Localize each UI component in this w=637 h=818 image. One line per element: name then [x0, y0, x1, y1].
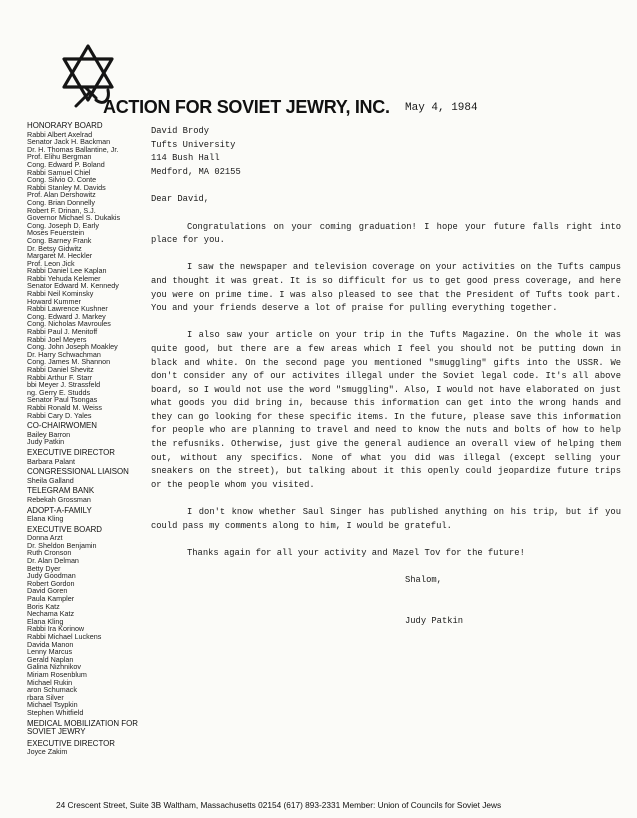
sidebar-group-heading: EXECUTIVE DIRECTOR — [27, 447, 115, 457]
sidebar-group — [27, 740, 152, 756]
sidebar-member: Donna Arzt — [27, 533, 63, 543]
sidebar-member: Judy Goodman — [27, 571, 76, 581]
sidebar-member: Elana Kling — [27, 616, 64, 626]
sidebar-group — [27, 507, 152, 523]
sidebar-member: Ruth Cronson — [27, 548, 72, 558]
sidebar-member: Prof. Leon Jick — [27, 258, 75, 268]
sidebar-member: Stephen Whitfield — [27, 707, 84, 717]
sidebar-member: Davida Manon — [27, 639, 74, 649]
board-member-sidebar — [27, 122, 152, 759]
sidebar-member: Howard Kummer — [27, 296, 81, 306]
sidebar-member: Dr. Harry Schwachman — [27, 349, 101, 359]
sidebar-member: Cong. Brian Donnelly — [27, 197, 95, 207]
letter-paragraph: I saw the newspaper and television coverage on your activities on the Tufts campus and thought it was great. It is so difficult for us to get good press coverage, and here you were on prime time. I was also pleased to see that the President of Tufts took part. You and your friends deserve a lot of praise for pulling everything together. — [151, 262, 621, 314]
sidebar-group — [27, 468, 152, 484]
sidebar-member: Rabbi Joel Meyers — [27, 334, 87, 344]
sidebar-group — [27, 422, 152, 446]
address-line: Medford, MA 02155 — [151, 166, 241, 177]
sidebar-member: Miriam Rosenblum — [27, 669, 87, 679]
sidebar-member: rbara Silver — [27, 692, 64, 702]
sidebar-member: Rabbi Albert Axelrad — [27, 129, 93, 139]
sidebar-member: bbi Meyer J. Strassfeld — [27, 380, 101, 390]
sidebar-member: David Goren — [27, 586, 68, 596]
sidebar-member: Senator Edward M. Kennedy — [27, 281, 119, 291]
sidebar-member: Cong. John Joseph Moakley — [27, 342, 118, 352]
sidebar-member: Elana Kling — [27, 514, 64, 524]
sidebar-group — [27, 487, 152, 503]
sidebar-member: Rabbi Cary D. Yales — [27, 410, 92, 420]
sidebar-group-heading: EXECUTIVE DIRECTOR — [27, 738, 115, 748]
sidebar-member: Joyce Zakim — [27, 747, 68, 757]
sidebar-group-heading: MEDICAL MOBILIZATION FOR SOVIET JEWRY — [27, 718, 138, 737]
sidebar-member: Rabbi Arthur F. Starr — [27, 372, 93, 382]
sidebar-member: Rebekah Grossman — [27, 494, 91, 504]
signature-name: Judy Patkin — [405, 615, 464, 626]
address-line: David Brody — [151, 126, 210, 136]
sidebar-group-heading: CO-CHAIRWOMEN — [27, 421, 97, 431]
footer-address: 24 Crescent Street, Suite 3B Waltham, Massachusetts 02154 (617) 893-2331 Member: Union of Councils for Soviet Jews — [56, 800, 502, 810]
sidebar-member: Sheila Galland — [27, 475, 74, 485]
sidebar-member: Senator Jack H. Backman — [27, 137, 111, 147]
letter-paragraph: I also saw your article on your trip in the Tufts Magazine. On the whole it was quite good, but there are a few areas which I feel you should not be putting down in black and white. On the second page you mentioned "smuggling" gifts into the USSR. We don't consider any of our activites illegal under the Soviet legal code. It's all above board, so I would not use the word "smuggling". Also, I would not have elaborated on just what goods you did bring in, because this information can get into the wrong hands and they can go looking for these specific items. In the future, please save this information for people who are planning to travel and need to know the nuts and bolts of how to help the refusniks. Otherwise, just give the general audience an overall view of helping them out, without any specifics. None of what you did was illegal (except selling your sneakers on the street), but talking about it this openly could jeopardize future trips or the people whom you visited. — [151, 330, 621, 490]
sidebar-member: Judy Patkin — [27, 437, 65, 447]
sidebar-member: Rabbi Michael Luckens — [27, 632, 102, 641]
sidebar-member: Bailey Barron — [27, 429, 71, 439]
address-line: Tufts University — [151, 139, 236, 150]
letter-paragraph: Thanks again for all your activity and Mazel Tov for the future! — [187, 547, 525, 558]
sidebar-member: Dr. Betsy Gidwitz — [27, 243, 82, 253]
sidebar-group-heading: ADOPT-A-FAMILY — [27, 505, 92, 515]
sidebar-group — [27, 720, 152, 737]
sidebar-member: Cong. Edward P. Boland — [27, 159, 105, 169]
sidebar-group-heading: HONORARY BOARD — [27, 121, 103, 130]
sidebar-member: Rabbi Ira Korinow — [27, 624, 85, 634]
sidebar-group — [27, 526, 152, 717]
salutation: Dear David, — [151, 194, 210, 205]
sidebar-member: Rabbi Paul J. Menitoff — [27, 327, 98, 337]
sidebar-member: Prof. Elihu Bergman — [27, 152, 92, 162]
sidebar-member: Rabbi Samuel Chiel — [27, 167, 91, 177]
recipient-address — [151, 125, 621, 179]
sidebar-member: Cong. Edward J. Markey — [27, 311, 106, 321]
sidebar-member: Rabbi Neil Kominsky — [27, 289, 94, 299]
sidebar-member: Senator Paul Tsongas — [27, 395, 98, 405]
sidebar-group — [27, 449, 152, 465]
sidebar-group — [27, 122, 152, 419]
sidebar-member: Dr. H. Thomas Ballantine, Jr. — [27, 144, 119, 154]
sidebar-member: Moses Feuerstein — [27, 228, 85, 238]
sidebar-member: Barbara Palant — [27, 456, 75, 466]
sidebar-member: Rabbi Ronald M. Weiss — [27, 402, 102, 412]
sidebar-member: Cong. Barney Frank — [27, 235, 92, 245]
sidebar-member: Galina Nizhnikov — [27, 662, 81, 672]
letter-body — [151, 125, 621, 628]
letter-paragraph: I don't know whether Saul Singer has published anything on his trip, but if you could pass my comments along to him, I would be grateful. — [151, 507, 621, 531]
sidebar-group-heading: TELEGRAM BANK — [27, 486, 95, 496]
sidebar-member: Governor Michael S. Dukakis — [27, 213, 121, 223]
sidebar-member: Cong. Nicholas Mavroules — [27, 319, 111, 329]
sidebar-member: aron Schumack — [27, 685, 77, 695]
sidebar-member: Gerald Naplan — [27, 654, 74, 664]
sidebar-member: Cong. Silvio O. Conte — [27, 175, 97, 185]
sidebar-member: Paula Kampler — [27, 594, 75, 604]
sidebar-member: Robert Gordon — [27, 578, 75, 588]
letter-date: May 4, 1984 — [405, 102, 478, 114]
sidebar-group-heading: CONGRESSIONAL LIAISON — [27, 467, 129, 477]
letter-paragraph: Congratulations on your coming graduation! I hope your future falls right into place for you. — [151, 221, 621, 246]
sidebar-member: ng. Gerry E. Studds — [27, 387, 91, 397]
sidebar-member: Dr. Sheldon Benjamin — [27, 540, 97, 550]
closing: Shalom, — [405, 575, 442, 585]
sidebar-member: Rabbi Stanley M. Davids — [27, 182, 106, 192]
sidebar-member: Rabbi Lawrence Kushner — [27, 304, 108, 314]
sidebar-member: Rabbi Daniel Shevitz — [27, 365, 94, 374]
sidebar-member: Boris Katz — [27, 601, 60, 611]
sidebar-member: Lenny Marcus — [27, 647, 73, 657]
sidebar-member: Betty Dyer — [27, 563, 61, 573]
sidebar-member: Cong. Joseph D. Early — [27, 220, 99, 230]
address-line: 114 Bush Hall — [151, 153, 220, 164]
sidebar-member: Michael Tsypkin — [27, 700, 78, 710]
sidebar-group-heading: EXECUTIVE BOARD — [27, 524, 102, 534]
sidebar-member: Nechama Katz — [27, 609, 75, 619]
sidebar-member: Rabbi Daniel Lee Kaplan — [27, 266, 107, 276]
sidebar-member: Rabbi Yehuda Kelemer — [27, 273, 101, 283]
organization-name: ACTION FOR SOVIET JEWRY, INC. — [103, 97, 390, 117]
sidebar-member: Margaret M. Heckler — [27, 251, 93, 261]
sidebar-member: Dr. Alan Delman — [27, 556, 79, 566]
sidebar-member: Robert F. Drinan, S.J. — [27, 205, 96, 215]
sidebar-member: Cong. James M. Shannon — [27, 357, 111, 367]
sidebar-member: Michael Rukin — [27, 677, 73, 687]
sidebar-member: Prof. Alan Dershowitz — [27, 190, 96, 200]
